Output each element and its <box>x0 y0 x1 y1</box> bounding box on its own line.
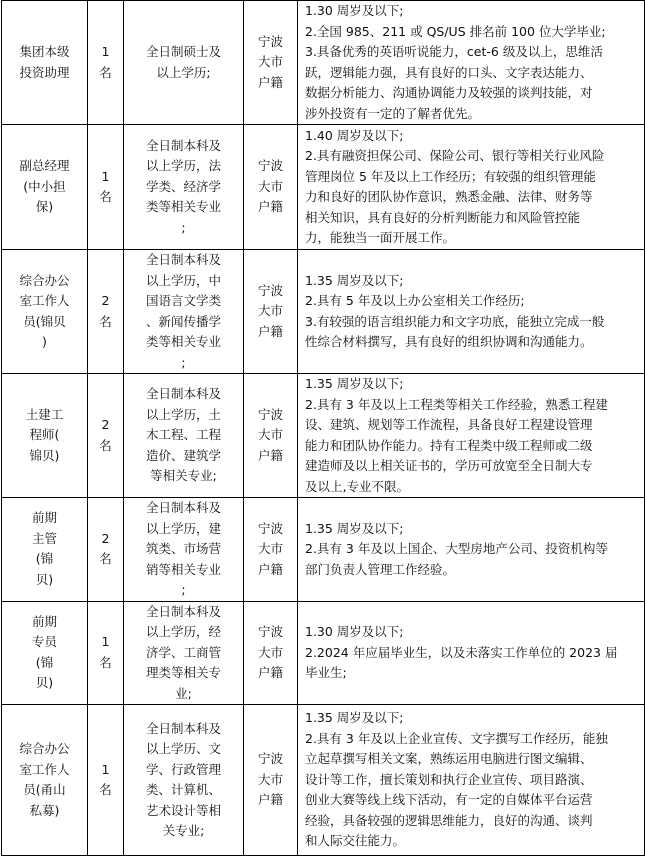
position-line: 综合办公 <box>19 272 70 288</box>
education-line: 以上学历，法 <box>145 158 221 174</box>
table-row <box>2 125 645 250</box>
requirement-line: 2.2024 年应届毕业生，以及未落实工作单位的 2023 届 <box>305 644 618 660</box>
position-line: 私募) <box>29 802 60 818</box>
requirement-line: 2.具有 3 年及以上工程类等相关工作经验，熟悉工程建 <box>305 396 608 412</box>
household-line: 户籍 <box>257 561 283 577</box>
requirement-line: 和人际交往能力。 <box>305 833 406 849</box>
headcount-line: 名 <box>99 189 112 204</box>
position-line: 综合办公 <box>19 741 70 756</box>
position-line: 贝) <box>35 571 54 587</box>
education-line: ; <box>181 354 186 370</box>
position-cell <box>2 601 88 705</box>
household-cell <box>244 498 298 602</box>
household-line: 大市 <box>257 54 283 70</box>
household-line: 大市 <box>257 541 283 556</box>
household-cell <box>244 374 298 498</box>
headcount-cell <box>88 498 124 602</box>
household-line: 宁波 <box>257 33 283 49</box>
requirement-line: 3.具备优秀的英语听说能力，cet-6 级及以上，思维活 <box>305 44 603 59</box>
requirement-line: 1.30 周岁及以下; <box>305 3 404 18</box>
education-line: 济学、工商管 <box>145 644 221 660</box>
household-line: 大市 <box>257 303 283 319</box>
education-line: ; <box>181 582 186 597</box>
position-line: 投资助理 <box>19 64 70 80</box>
position-line: 程师( <box>29 427 60 443</box>
education-cell <box>124 1 244 125</box>
education-line: 以上学历、文 <box>145 741 221 756</box>
education-line: 学、行政管理 <box>145 761 221 777</box>
position-cell <box>2 498 88 602</box>
position-line: 员(甬山 <box>23 782 66 797</box>
household-line: 大市 <box>257 771 283 787</box>
headcount-cell <box>88 601 124 705</box>
requirements-cell <box>298 705 645 856</box>
requirements-cell <box>298 374 645 498</box>
education-cell <box>124 601 244 705</box>
household-line: 户籍 <box>257 447 283 463</box>
headcount-line: 1 <box>101 168 110 184</box>
household-line: 户籍 <box>257 199 283 215</box>
requirement-line: 1.35 周岁及以下; <box>305 710 404 726</box>
position-cell <box>2 250 88 374</box>
education-line: 全日制本科及 <box>145 603 221 619</box>
household-line: 宁波 <box>257 158 283 174</box>
requirement-line: 跃，逻辑能力强，具有良好的口头、文字表达能力、 <box>305 64 593 80</box>
requirement-line: 涉外投资有一定的了解者优先。 <box>305 105 481 121</box>
requirement-line: 建造师及以上相关证书的，学历可放宽至全日制大专 <box>305 458 593 473</box>
education-line: 等相关专业; <box>150 468 217 484</box>
requirements-cell <box>298 250 645 374</box>
requirement-line: 力，能独当一面开展工作。 <box>305 230 456 245</box>
headcount-line: 名 <box>99 551 112 567</box>
requirement-line: 能力和团队协作能力。持有工程类中级工程师或二级 <box>305 437 593 453</box>
headcount-cell <box>88 250 124 374</box>
household-line: 大市 <box>257 644 283 660</box>
education-line: 以上学历，建 <box>145 520 221 536</box>
position-line: 保) <box>35 199 54 215</box>
recruitment-table <box>1 0 645 856</box>
headcount-cell <box>88 374 124 498</box>
table-row <box>2 250 645 374</box>
headcount-line: 1 <box>101 44 110 59</box>
education-line: 造价、建筑学 <box>145 447 221 463</box>
requirement-line: 毕业生; <box>305 665 347 680</box>
household-line: 宁波 <box>257 406 283 422</box>
table-row <box>2 705 645 856</box>
household-line: 户籍 <box>257 323 283 339</box>
household-line: 户籍 <box>257 74 283 90</box>
household-line: 宁波 <box>257 282 283 298</box>
headcount-line: 2 <box>101 530 110 546</box>
requirement-line: 相关知识，具有良好的分析判断能力和风险管控能 <box>305 209 581 225</box>
household-line: 宁波 <box>257 624 283 639</box>
household-cell <box>244 601 298 705</box>
education-line: 以上学历; <box>156 64 211 80</box>
education-line: 以上学历，土 <box>145 406 221 422</box>
education-cell <box>124 250 244 374</box>
household-line: 大市 <box>257 178 283 194</box>
household-cell <box>244 705 298 856</box>
requirement-line: 力和良好的团队协作意识，熟悉金融、法律、财务等 <box>305 189 593 204</box>
position-line: 贝) <box>35 675 54 691</box>
requirement-line: 3.有较强的语言组织能力和文字功底，能独立完成一般 <box>305 313 605 329</box>
headcount-cell <box>88 1 124 125</box>
education-line: 全日制本科及 <box>145 720 221 736</box>
education-line: 关专业; <box>162 823 205 838</box>
education-line: 以上学历，中 <box>145 272 221 288</box>
education-line: 筑类、市场营 <box>145 541 221 556</box>
education-line: ; <box>181 219 186 235</box>
education-line: 全日制硕士及 <box>145 44 221 59</box>
headcount-line: 名 <box>99 654 112 670</box>
table-row <box>2 601 645 705</box>
household-line: 大市 <box>257 427 283 443</box>
headcount-cell <box>88 705 124 856</box>
position-line: 室工作人 <box>19 293 70 308</box>
household-cell <box>244 250 298 374</box>
position-line: 主管 <box>31 530 57 546</box>
table-row <box>2 374 645 498</box>
education-cell <box>124 705 244 856</box>
education-line: 以上学历，经 <box>145 624 221 639</box>
headcount-line: 名 <box>99 782 112 797</box>
position-line: 专员 <box>31 634 57 650</box>
position-line: 前期 <box>31 510 57 526</box>
requirement-line: 及以上,专业不限。 <box>305 478 409 494</box>
education-line: 业; <box>175 685 192 701</box>
household-cell <box>244 125 298 250</box>
household-cell <box>244 1 298 125</box>
position-line: ) <box>42 334 47 349</box>
position-line: 副总经理 <box>19 158 70 174</box>
headcount-line: 名 <box>99 64 112 80</box>
household-line: 宁波 <box>257 751 283 767</box>
headcount-line: 1 <box>101 761 110 777</box>
requirement-line: 1.40 周岁及以下; <box>305 127 404 143</box>
education-line: 国语言文学类 <box>145 293 221 308</box>
position-line: 集团本级 <box>19 44 70 59</box>
requirement-line: 1.35 周岁及以下; <box>305 272 404 288</box>
requirements-cell <box>298 601 645 705</box>
requirement-line: 经验，具备较强的逻辑思维能力，良好的沟通、谈判 <box>305 812 593 828</box>
requirements-cell <box>298 498 645 602</box>
position-cell <box>2 125 88 250</box>
requirements-cell <box>298 1 645 125</box>
household-line: 宁波 <box>257 520 283 536</box>
requirement-line: 2.具有 3 年及以上企业宣传、文字撰写工作经历，能独 <box>305 730 608 746</box>
requirements-cell <box>298 125 645 250</box>
education-line: 全日制本科及 <box>145 386 221 402</box>
table-row <box>2 498 645 602</box>
recruitment-table-body <box>2 1 645 856</box>
education-line: 艺术设计等相 <box>145 802 221 818</box>
education-cell <box>124 125 244 250</box>
requirement-line: 性综合材料撰写，具有良好的组织协调和沟通能力。 <box>305 334 593 349</box>
position-line: 前期 <box>31 613 57 629</box>
position-line: 员(锦贝 <box>23 313 66 329</box>
requirement-line: 2.具有 3 年及以上国企、大型房地产公司、投资机构等 <box>305 541 608 556</box>
requirement-line: 1.30 周岁及以下; <box>305 624 404 639</box>
education-line: 类等相关专业 <box>145 199 221 215</box>
headcount-line: 名 <box>99 437 112 453</box>
requirement-line: 管理岗位 5 年及以上工作经历；有较强的组织管理能 <box>305 168 596 184</box>
household-line: 户籍 <box>257 665 283 680</box>
position-cell <box>2 705 88 856</box>
education-line: 木工程、工程 <box>145 427 221 443</box>
headcount-line: 名 <box>99 313 112 329</box>
education-line: 全日制本科及 <box>145 137 221 153</box>
requirement-line: 数据分析能力、沟通协调能力及较强的谈判技能，对 <box>305 85 593 100</box>
requirement-line: 立起草撰写相关文案，熟练运用电脑进行图文编辑、 <box>305 751 593 767</box>
headcount-line: 2 <box>101 293 110 308</box>
position-line: (锦 <box>35 551 54 567</box>
requirement-line: 设、建筑、规划等工作流程，具备良好工程建设管理 <box>305 417 593 432</box>
position-line: 土建工 <box>25 406 64 422</box>
headcount-cell <box>88 125 124 250</box>
position-cell <box>2 1 88 125</box>
position-cell <box>2 374 88 498</box>
education-line: 全日制本科及 <box>145 252 221 267</box>
position-line: (中小担 <box>23 178 66 194</box>
position-line: 锦贝) <box>29 447 60 463</box>
headcount-line: 1 <box>101 634 110 650</box>
position-line: (锦 <box>35 654 54 670</box>
education-cell <box>124 498 244 602</box>
requirement-line: 2.具有 5 年及以上办公室相关工作经历; <box>305 293 525 308</box>
education-cell <box>124 374 244 498</box>
requirement-line: 1.35 周岁及以下; <box>305 376 404 391</box>
education-line: 类、计算机、 <box>145 782 221 797</box>
requirement-line: 2.全国 985、211 或 QS/US 排名前 100 位大学毕业; <box>305 23 606 39</box>
requirement-line: 部门负责人管理工作经验。 <box>305 561 456 577</box>
requirement-line: 1.35 周岁及以下; <box>305 520 404 536</box>
headcount-line: 2 <box>101 417 110 432</box>
position-line: 室工作人 <box>19 761 70 777</box>
table-row <box>2 1 645 125</box>
education-line: 类等相关专业 <box>145 334 221 349</box>
education-line: 销等相关专业 <box>145 561 221 577</box>
education-line: 理类等相关专 <box>145 665 221 680</box>
requirement-line: 2.具有融资担保公司、保险公司、银行等相关行业风险 <box>305 148 605 163</box>
education-line: 学类、经济学 <box>145 178 221 194</box>
household-line: 户籍 <box>257 792 283 808</box>
requirement-line: 创业大赛等线上线下活动，有一定的自媒体平台运营 <box>305 792 593 808</box>
requirement-line: 设计等工作，擅长策划和执行企业宣传、项目路演、 <box>305 771 593 787</box>
education-line: 全日制本科及 <box>145 500 221 515</box>
education-line: 、新闻传播学 <box>145 313 221 329</box>
